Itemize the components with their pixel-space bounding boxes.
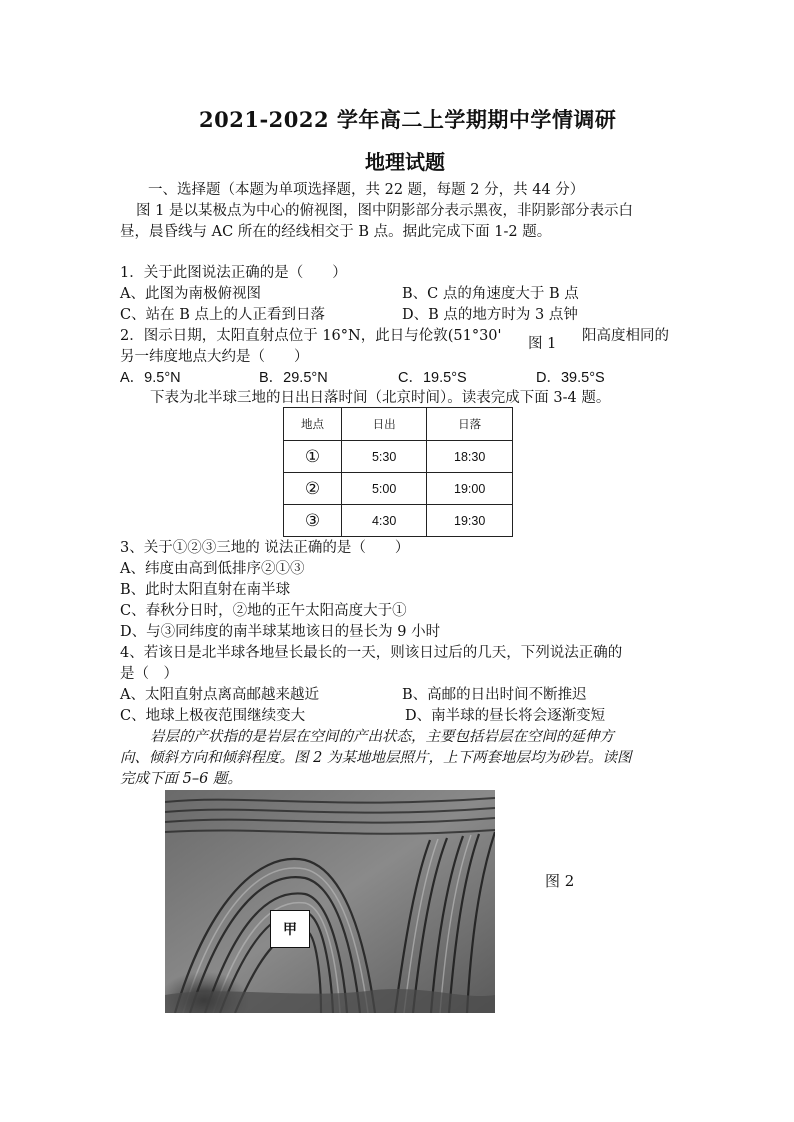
page-subtitle: 地理试题 (365, 150, 445, 174)
table-header-row (284, 408, 513, 441)
intro3-line2: 向、倾斜方向和倾斜程度。图 2 为某地地层照片，上下两套地层均为砂岩。读图 (120, 750, 632, 766)
intro1-line2: 昼，晨昏线与 AC 所在的经线相交于 B 点。据此完成下面 1-2 题。 (120, 224, 552, 240)
q1-stem: 1．关于此图说法正确的是（ ） (120, 265, 347, 281)
table-row (284, 505, 513, 537)
q2-stem-line1: 2．图示日期，太阳直射点位于 16°N，此日与伦敦(51°30' (120, 328, 502, 344)
q1-option-b: B、C 点的角速度大于 B 点 (402, 286, 579, 302)
table-header-cell: 地点 (284, 408, 342, 441)
table-header-cell: 日落 (427, 408, 513, 441)
q2-stem-tail: 阳高度相同的 (582, 328, 669, 344)
q2-stem-line2: 另一纬度地点大约是（ ） (120, 349, 309, 365)
table-cell-place: ② (284, 473, 342, 505)
table-header-cell: 日出 (341, 408, 426, 441)
fig2-label: 图 2 (545, 872, 575, 890)
fig1-label: 图 1 (524, 334, 560, 354)
q4-option-c: C、地球上极夜范围继续变大 (120, 708, 306, 724)
q3-stem: 3、关于①②③三地的 说法正确的是（ ） (120, 540, 410, 556)
q4-option-d: D、南半球的昼长将会逐渐变短 (405, 708, 606, 724)
page-title: 2021-2022 学年高二上学期期中学情调研 (199, 107, 617, 132)
table-cell-sunset: 19:00 (427, 473, 513, 505)
q1-option-a: A、此图为南极俯视图 (120, 286, 261, 302)
intro2: 下表为北半球三地的日出日落时间（北京时间）。读表完成下面 3-4 题。 (150, 390, 611, 406)
table-cell-sunrise: 5:00 (341, 473, 426, 505)
table-cell-place: ③ (284, 505, 342, 537)
table-row (284, 441, 513, 473)
rock-strata-photo (165, 790, 495, 1013)
q4-option-a: A、太阳直射点离高邮越来越近 (120, 687, 319, 703)
table-cell-sunrise: 5:30 (341, 441, 426, 473)
q4-option-b: B、高邮的日出时间不断推迟 (402, 687, 587, 703)
q1-option-d: D、B 点的地方时为 3 点钟 (402, 307, 578, 323)
section-heading: 一、选择题（本题为单项选择题，共 22 题，每题 2 分，共 44 分） (148, 182, 585, 198)
table-cell-sunset: 19:30 (427, 505, 513, 537)
q4-stem-line1: 4、若该日是北半球各地昼长最长的一天，则该日过后的几天，下列说法正确的 (120, 645, 623, 661)
table-row (284, 473, 513, 505)
table-cell-sunrise: 4:30 (341, 505, 426, 537)
table-cell-place: ① (284, 441, 342, 473)
q1-option-c: C、站在 B 点上的人正看到日落 (120, 307, 325, 323)
intro3-line3: 完成下面 5–6 题。 (120, 771, 242, 787)
q3-option-d: D、与③同纬度的南半球某地该日的昼长为 9 小时 (120, 624, 441, 640)
intro3-line1: 岩层的产状指的是岩层在空间的产出状态，主要包括岩层在空间的延伸方 (150, 729, 614, 745)
q3-option-a: A、纬度由高到低排序②①③ (120, 561, 305, 577)
q4-stem-line2: 是（ ） (120, 666, 178, 682)
q3-option-b: B、此时太阳直射在南半球 (120, 582, 291, 598)
marker-jia: 甲 (270, 910, 310, 948)
q3-option-c: C、春秋分日时，②地的正午太阳高度大于① (120, 603, 407, 619)
q2-option-c: C．19.5°S (398, 370, 467, 386)
q2-option-d: D．39.5°S (536, 370, 605, 386)
intro1-line1: 图 1 是以某极点为中心的俯视图，图中阴影部分表示黑夜，非阴影部分表示白 (136, 203, 633, 219)
q2-option-a: A．9.5°N (120, 370, 181, 386)
q2-option-b: B．29.5°N (259, 370, 328, 386)
table-cell-sunset: 18:30 (427, 441, 513, 473)
sunrise-sunset-table (283, 407, 513, 537)
